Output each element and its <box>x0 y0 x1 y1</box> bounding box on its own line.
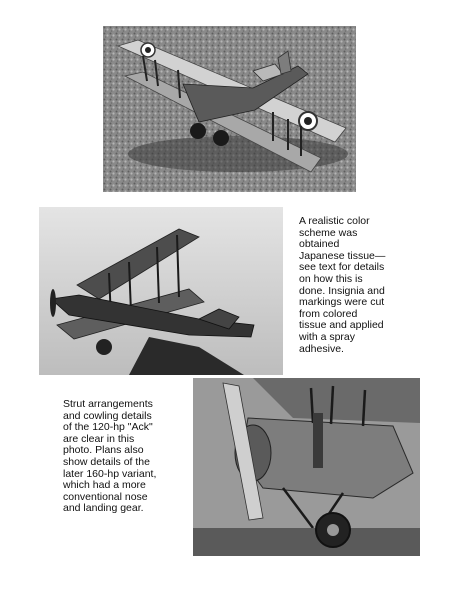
biplane-on-gravel-image <box>103 26 356 192</box>
photo-biplane-in-flight <box>39 207 283 375</box>
caption-paint-scheme: A realistic color scheme was obtained Japanese tissue—see text for details on how this is done. Insignia and markings were cut from colored tissue and applied with a spray adhesive. <box>299 215 386 355</box>
caption-strut-arrangement: Strut arrangements and cowling details of the 120-hp "Ack" are clear in this photo. Plans also show details of the later 160-hp variant, which had a more conventional nose and landing gear. <box>63 398 157 515</box>
photo-nose-closeup <box>193 378 420 556</box>
photo-biplane-on-gravel <box>103 26 356 192</box>
biplane-in-flight-image <box>39 207 283 375</box>
nose-closeup-image <box>193 378 420 556</box>
